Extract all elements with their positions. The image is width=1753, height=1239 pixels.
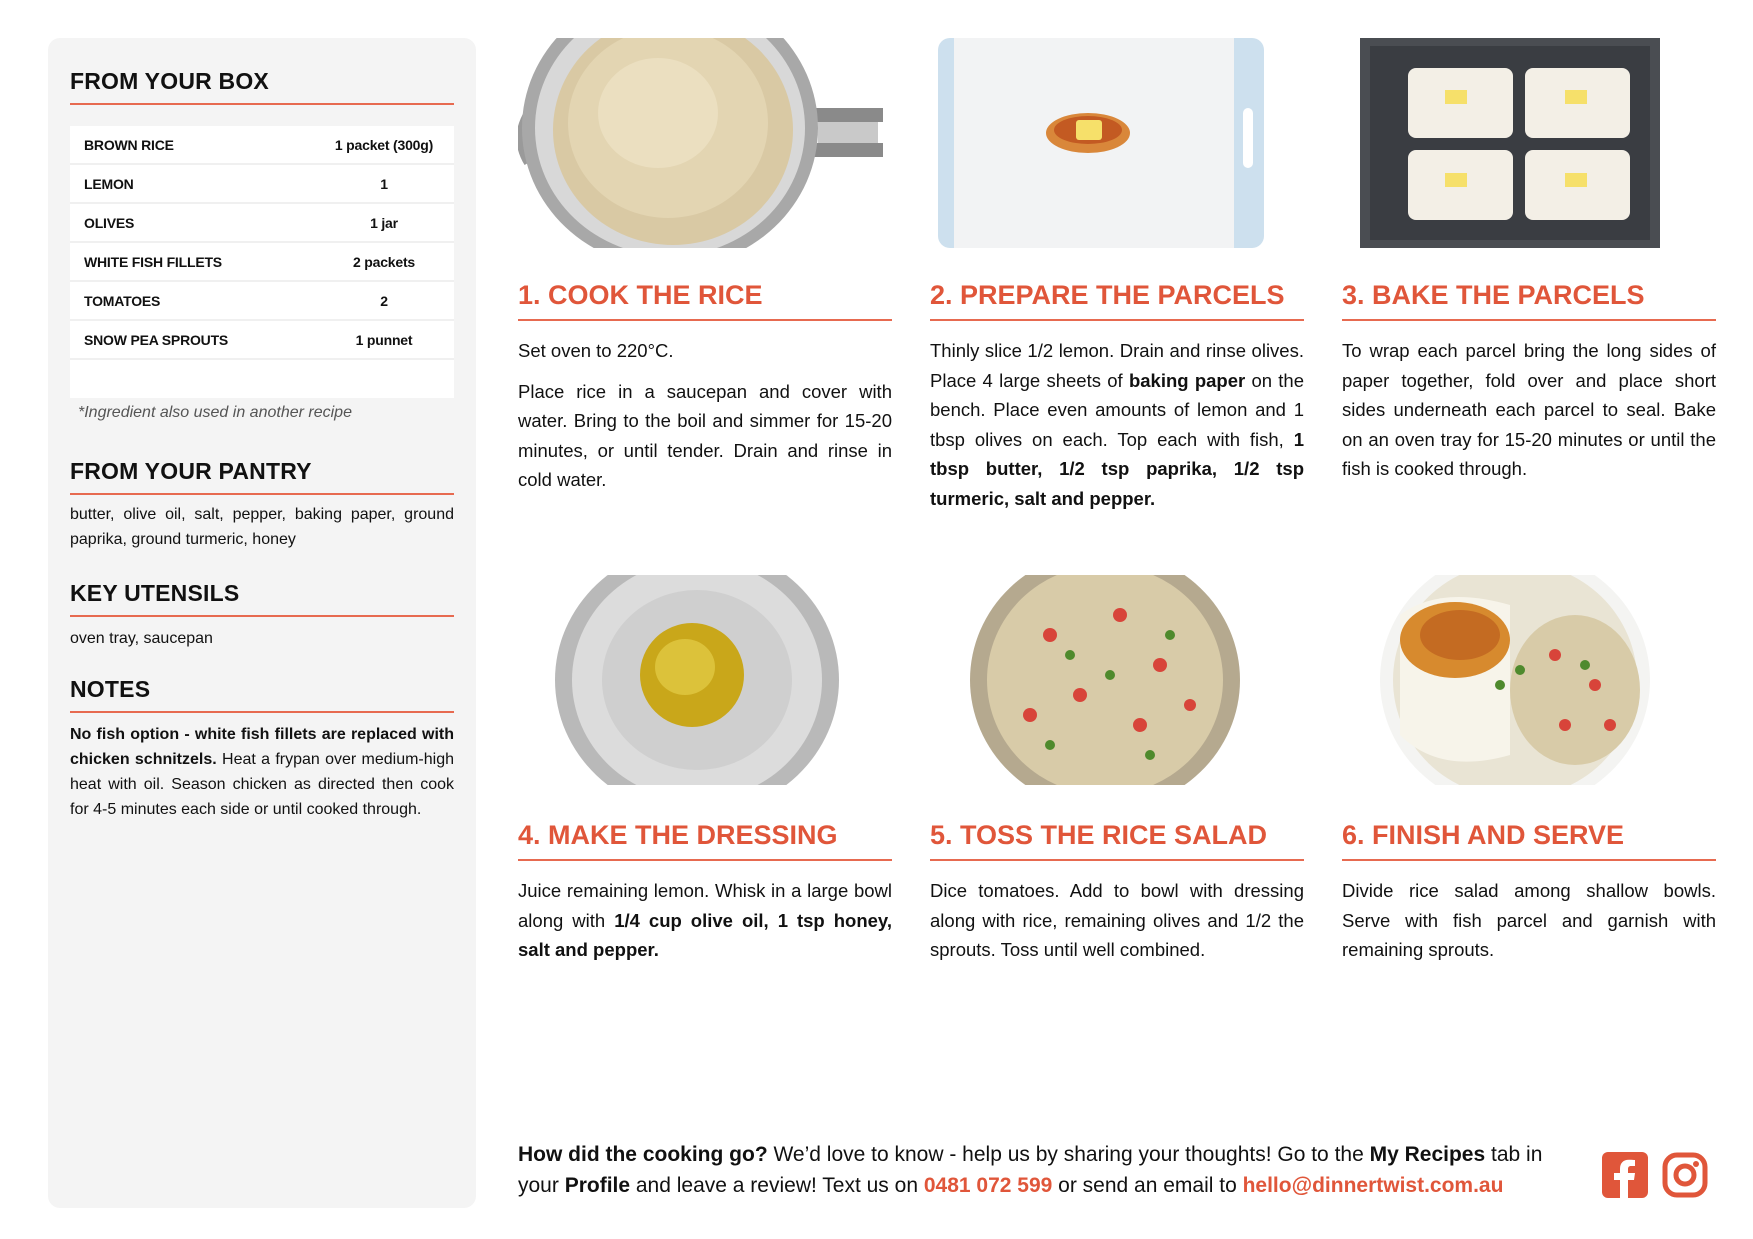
- feedback-footer: [518, 1139, 1578, 1201]
- step-4-body: [518, 876, 892, 965]
- box-heading: FROM YOUR BOX: [70, 68, 454, 105]
- footer-text-2: tab in your: [518, 1143, 1543, 1197]
- notes-body: Heat a frypan over medium-high heat with oil. Season chicken as directed then cook for 4-5 minutes each side or until cooked through.: [70, 751, 454, 818]
- ingredient-qty: 1 jar: [370, 214, 398, 231]
- tray-parcels-illustration: [1360, 38, 1660, 248]
- step-2-bold-1: baking paper: [1128, 369, 1246, 391]
- ingredient-row: [70, 243, 454, 282]
- notes-text: [70, 722, 454, 822]
- step-4-title: 4. MAKE THE DRESSING: [518, 820, 892, 861]
- step-6-body: Divide rice salad among shallow bowls. Serve with fish parcel and garnish with remaining sprouts.: [1342, 880, 1716, 960]
- utensils-text: oven tray, saucepan: [70, 630, 213, 647]
- photo-parcel-board: [938, 38, 1264, 248]
- notes-bold: No fish option - white fish fillets are replaced with chicken schnitzels.: [70, 726, 454, 768]
- ingredient-note: *Ingredient also used in another recipe: [78, 404, 352, 421]
- step-1-title: 1. COOK THE RICE: [518, 280, 892, 321]
- step-3-body: To wrap each parcel bring the long sides of paper together, fold over and place short sides underneath each parcel to seal. Bake on an oven tray for 15-20 minutes or until the fish is cooked through.: [1342, 340, 1716, 479]
- pantry-text: butter, olive oil, salt, pepper, baking paper, ground paprika, ground turmeric, honey: [70, 506, 454, 548]
- instagram-icon[interactable]: [1662, 1152, 1708, 1198]
- finished-dish-illustration: [1380, 575, 1650, 785]
- ingredient-qty: 1 packet (300g): [334, 136, 434, 153]
- footer-profile: Profile: [564, 1174, 631, 1197]
- ingredient-qty: 1: [380, 175, 388, 192]
- step-5-body: Dice tomatoes. Add to bowl with dressing along with rice, remaining olives and 1/2 the sprouts. Toss until well combined.: [930, 880, 1304, 960]
- utensils-heading: KEY UTENSILS: [70, 580, 454, 617]
- ingredient-row: [70, 165, 454, 204]
- parcel-board-illustration: [938, 38, 1264, 248]
- dressing-bowl-illustration: [555, 575, 840, 785]
- footer-text-3: and leave a review! Text us on: [630, 1174, 924, 1197]
- footer-phone[interactable]: 0481 072 599: [923, 1174, 1053, 1197]
- step-2-text-1: Thinly slice 1/2 lemon. Drain and rinse olives. Place 4 large sheets of: [930, 340, 1304, 391]
- rice-colander-illustration: [518, 38, 883, 248]
- ingredients-sidebar: [48, 38, 476, 1208]
- ingredient-qty: 2: [380, 292, 388, 309]
- ingredient-qty: 1 punnet: [355, 331, 413, 348]
- photo-finished-dish: [1380, 575, 1650, 785]
- step-2-title: 2. PREPARE THE PARCELS: [930, 280, 1304, 321]
- ingredient-blank-row: [70, 360, 454, 398]
- rice-salad-illustration: [970, 575, 1240, 785]
- ingredient-table: [70, 126, 454, 398]
- facebook-icon[interactable]: [1602, 1152, 1648, 1198]
- ingredient-row: [70, 126, 454, 165]
- ingredient-name: BROWN RICE: [84, 136, 174, 153]
- footer-question: How did the cooking go?: [518, 1143, 768, 1166]
- photo-rice-colander: [518, 38, 883, 248]
- step-1-body: [518, 336, 892, 506]
- ingredient-row: [70, 321, 454, 360]
- ingredient-name: SNOW PEA SPROUTS: [84, 331, 229, 348]
- step-4-bold-1: 1/4 cup olive oil, 1 tsp honey, salt and pepper.: [518, 909, 892, 960]
- footer-text-4: or send an email to: [1052, 1174, 1243, 1197]
- footer-email[interactable]: hello@dinnertwist.com.au: [1242, 1174, 1504, 1197]
- step-4-text-1: Juice remaining lemon. Whisk in a large bowl along with: [518, 880, 892, 931]
- step-6-title: 6. FINISH AND SERVE: [1342, 820, 1716, 861]
- ingredient-name: OLIVES: [84, 214, 135, 231]
- step-2-text-2: on the bench. Place even amounts of lemon and 1 tbsp olives on each. Top each with fish,: [930, 369, 1305, 450]
- ingredient-qty: 2 packets: [352, 253, 416, 270]
- ingredient-name: WHITE FISH FILLETS: [84, 253, 222, 270]
- ingredient-row: [70, 204, 454, 243]
- step-2-body: [930, 336, 1304, 513]
- photo-rice-salad: [970, 575, 1240, 785]
- pantry-heading: FROM YOUR PANTRY: [70, 458, 454, 495]
- step-2-bold-2: 1 tbsp butter, 1/2 tsp paprika, 1/2 tsp turmeric, salt and pepper.: [930, 428, 1304, 509]
- step-1-line-2: Place rice in a saucepan and cover with water. Bring to the boil and simmer for 15-20 minutes, or until tender. Drain and rinse in cold water.: [518, 380, 892, 490]
- photo-tray-parcels: [1360, 38, 1660, 248]
- footer-text-1: We’d love to know - help us by sharing your thoughts! Go to the: [767, 1143, 1370, 1166]
- footer-my-recipes: My Recipes: [1369, 1143, 1486, 1166]
- step-3-title: 3. BAKE THE PARCELS: [1342, 280, 1716, 321]
- photo-dressing-bowl: [555, 575, 840, 785]
- ingredient-name: TOMATOES: [84, 292, 161, 309]
- ingredient-name: LEMON: [84, 175, 134, 192]
- step-5-title: 5. TOSS THE RICE SALAD: [930, 820, 1304, 861]
- notes-heading: NOTES: [70, 676, 454, 713]
- ingredient-row: [70, 282, 454, 321]
- step-1-line-1: Set oven to 220°C.: [518, 340, 674, 361]
